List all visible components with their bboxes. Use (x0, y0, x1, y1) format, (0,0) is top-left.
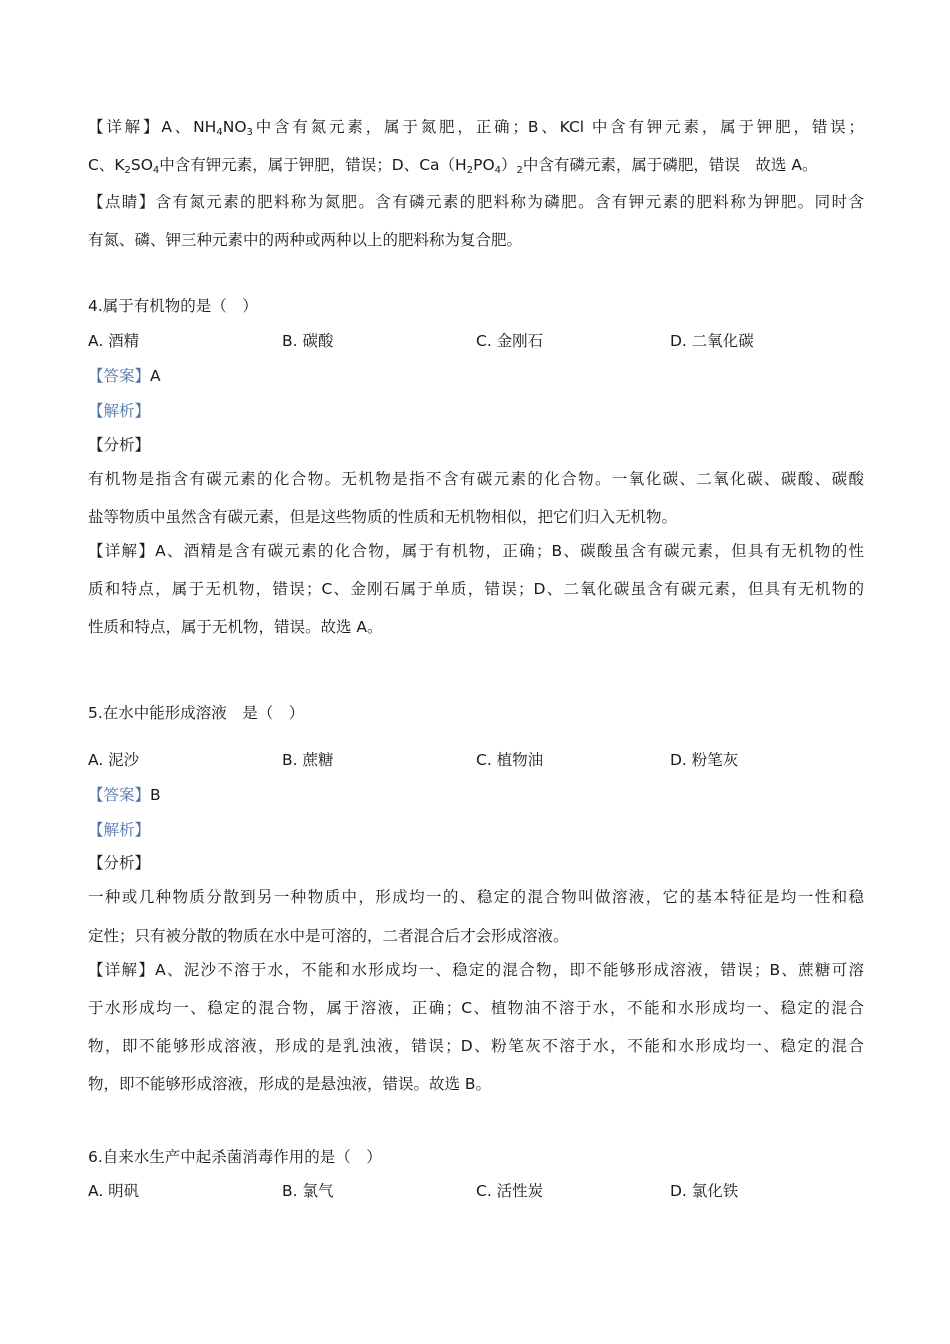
q3-detail-text: ） (501, 156, 517, 174)
q5-answer (88, 784, 864, 806)
q5-fenxi-label: 【分析】 (88, 854, 151, 872)
q4-detail-line-1 (88, 540, 864, 562)
q4-stem: 4.属于有机物的是（ ） (88, 297, 258, 315)
q6-option-c: C. 活性炭 (476, 1182, 544, 1200)
q3-tip-line-1 (88, 191, 864, 213)
subscript: 2 (466, 165, 474, 176)
q5-option-b: B. 蔗糖 (282, 751, 334, 769)
q4-fenxi-line-2: 盐等物质中虽然含有碳元素，但是这些物质的性质和无机物相似，把它们归入无机物。 (88, 508, 678, 526)
q5-answer-value: B (150, 786, 161, 804)
subscript: 2 (516, 165, 523, 176)
q4-answer-value: A (150, 367, 161, 385)
q4-answer-label: 【答案】 (88, 367, 151, 385)
q4-fenxi-label: 【分析】 (88, 436, 151, 454)
q5-stem: 5.在水中能形成溶液 是（ ） (88, 704, 305, 722)
q5-fenxi-line-1: 一种或几种物质分散到另一种物质中，形成均一的、稳定的混合物叫做溶液，它的基本特征是均一性和稳 (88, 888, 864, 906)
q3-tip-text: 含有氮元素的肥料称为氮肥。含有磷元素的肥料称为磷肥。含有钾元素的肥料称为钾肥。同时含 (155, 193, 864, 211)
subscript: 2 (124, 165, 131, 176)
q5-detail-line-1 (88, 959, 864, 981)
q5-option-c: C. 植物油 (476, 751, 544, 769)
q5-detail-text: A、泥沙不溶于水，不能和水形成均一、稳定的混合物，即不能够形成溶液，错误；B、蔗糖可溶 (155, 961, 864, 979)
q3-detail-text: NO (222, 118, 247, 136)
q5-option-d: D. 粉笔灰 (670, 751, 739, 769)
q6-stem: 6.自来水生产中起杀菌消毒作用的是（ ） (88, 1148, 382, 1166)
q3-detail-label: 【详解】 (88, 118, 162, 136)
q5-fenxi-line-2: 定性；只有被分散的物质在水中是可溶的，二者混合后才会形成溶液。 (88, 927, 569, 945)
q4-answer (88, 365, 864, 387)
q5-detail-label: 【详解】 (88, 961, 156, 979)
q4-detail-text: A、酒精是含有碳元素的化合物，属于有机物，正确；B、碳酸虽含有碳元素，但具有无机物的性 (155, 542, 864, 560)
q3-detail-text: 中含有磷元素，属于磷肥，错误 故选 A。 (522, 156, 818, 174)
q3-tip-line-2: 有氮、磷、钾三种元素中的两种或两种以上的肥料称为复合肥。 (88, 231, 523, 249)
q5-option-a: A. 泥沙 (88, 751, 140, 769)
subscript: 4 (216, 127, 223, 138)
q3-detail-text: 中含有钾元素，属于钾肥，错误；D、Ca（H (159, 156, 467, 174)
q4-detail-line-2: 质和特点，属于无机物，错误；C、金刚石属于单质，错误；D、二氧化碳虽含有碳元素，但具有无机物的 (88, 580, 864, 598)
q4-jiexi-label: 【解析】 (88, 402, 151, 420)
q3-tip-label: 【点睛】 (88, 193, 156, 211)
q4-option-b: B. 碳酸 (282, 332, 334, 350)
q5-detail-line-3: 物，即不能够形成溶液，形成的是乳浊液，错误；D、粉笔灰不溶于水，不能和水形成均一、稳定的混合 (88, 1037, 864, 1055)
q3-detail-line-1 (88, 116, 864, 138)
subscript: 4 (152, 165, 160, 176)
subscript: 3 (246, 127, 253, 138)
q6-option-b: B. 氯气 (282, 1182, 334, 1200)
subscript: 4 (494, 165, 502, 176)
q5-jiexi-label: 【解析】 (88, 821, 151, 839)
q4-option-c: C. 金刚石 (476, 332, 544, 350)
q6-option-d: D. 氯化铁 (670, 1182, 739, 1200)
q4-option-d: D. 二氧化碳 (670, 332, 754, 350)
q5-detail-line-4: 物，即不能够形成溶液，形成的是悬浊液，错误。故选 B。 (88, 1075, 492, 1093)
q3-detail-text: SO (130, 156, 153, 174)
q3-detail-text: 中含有氮元素，属于氮肥，正确；B、KCl 中含有钾元素，属于钾肥，错误； (252, 118, 864, 136)
q5-answer-label: 【答案】 (88, 786, 151, 804)
q4-detail-label: 【详解】 (88, 542, 156, 560)
q4-fenxi-line-1: 有机物是指含有碳元素的化合物。无机物是指不含有碳元素的化合物。一氧化碳、二氧化碳、碳酸、碳酸 (88, 470, 864, 488)
q4-detail-line-3: 性质和特点，属于无机物，错误。故选 A。 (88, 618, 383, 636)
q3-detail-text: A、NH (161, 118, 217, 136)
q3-detail-text: C、K (88, 156, 125, 174)
q5-detail-line-2: 于水形成均一、稳定的混合物，属于溶液，正确；C、植物油不溶于水，不能和水形成均一、稳定的混合 (88, 999, 864, 1017)
q4-option-a: A. 酒精 (88, 332, 140, 350)
q6-option-a: A. 明矾 (88, 1182, 140, 1200)
q3-detail-text: PO (473, 156, 495, 174)
q3-detail-line-2 (88, 154, 864, 176)
